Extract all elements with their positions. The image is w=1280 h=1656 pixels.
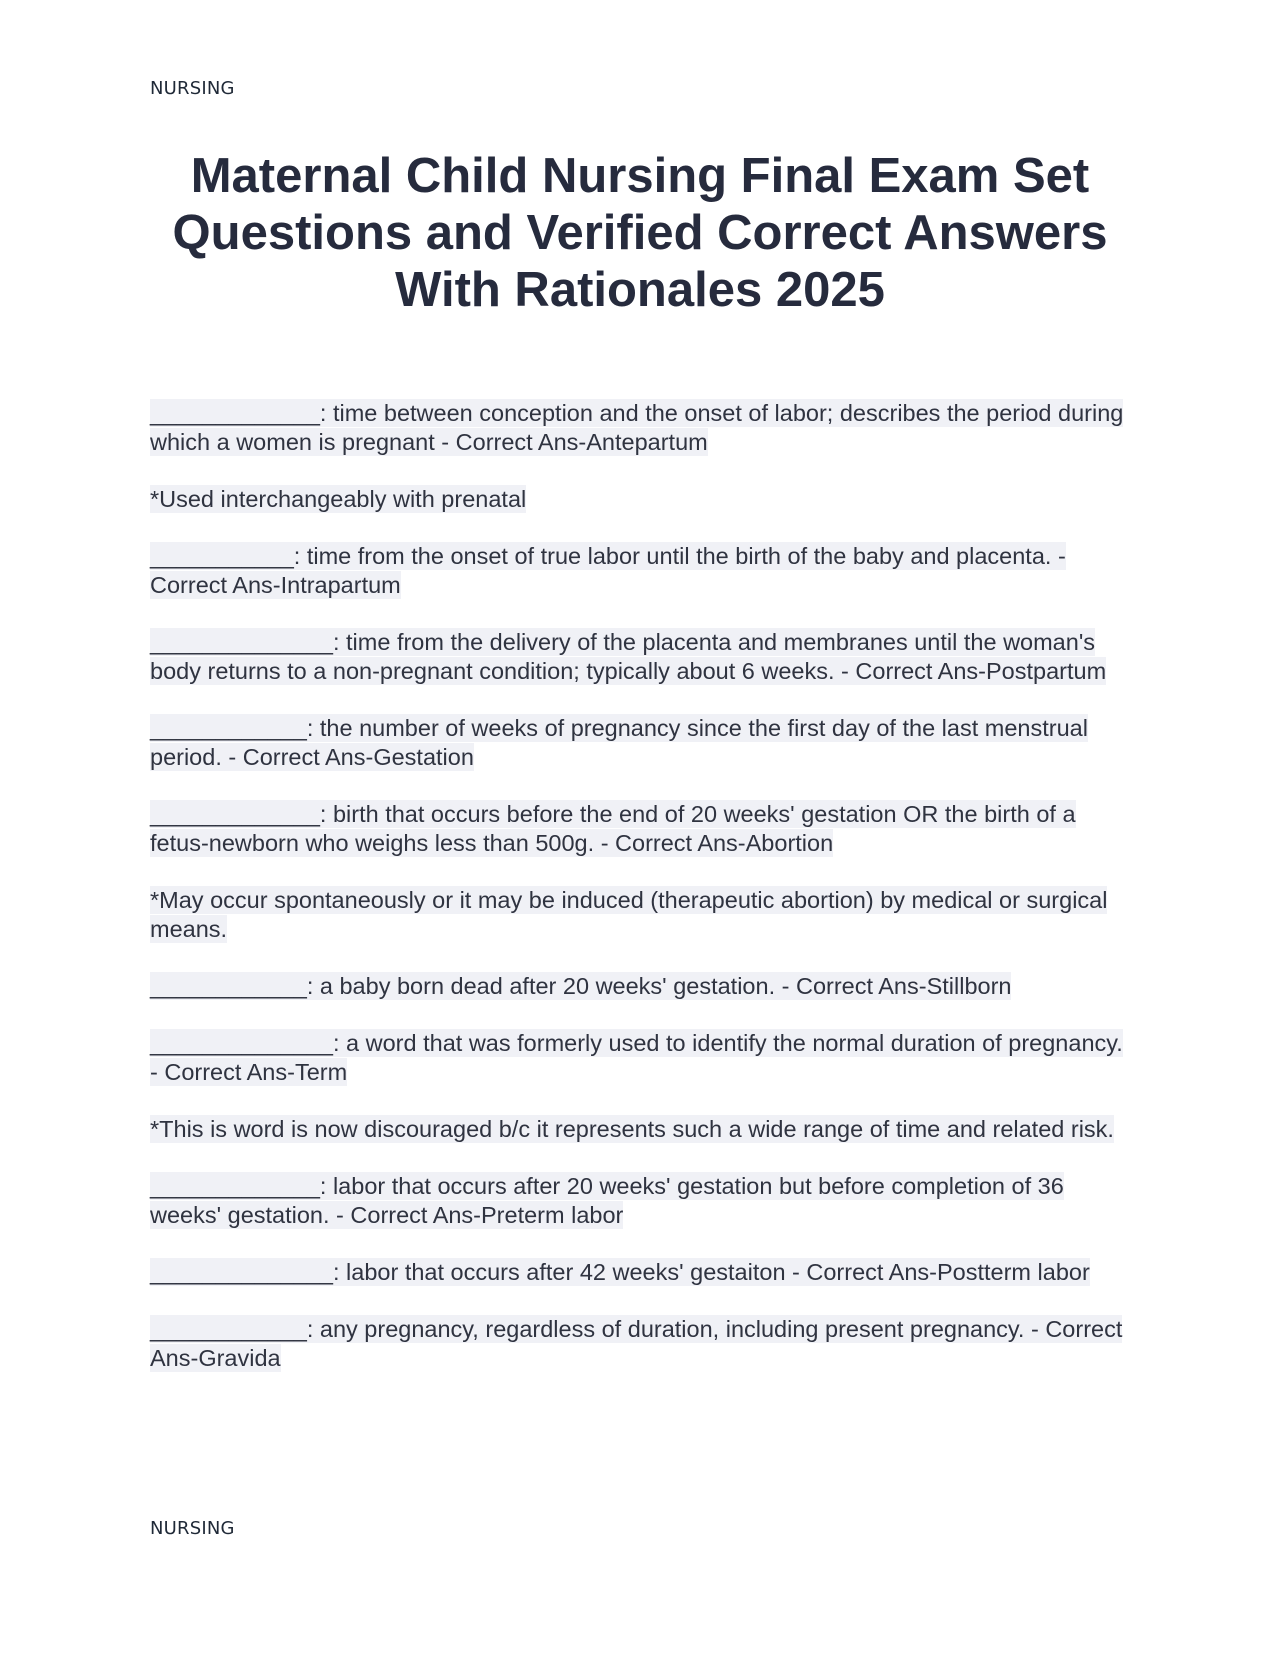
note-term [150,1115,1130,1144]
entry-abortion [150,800,1130,858]
entry-gravida [150,1315,1130,1373]
page-header: NURSING [150,78,235,99]
entry-antepartum [150,399,1130,457]
entry-intrapartum [150,542,1130,600]
entry-text: _____________: birth that occurs before the end of 20 weeks' gestation OR the birth of a fetus-newborn who weighs less than 500g. - Correct Ans-Abortion [150,801,1076,856]
entry-gestation [150,714,1130,772]
entry-term [150,1029,1130,1087]
entry-postterm-labor [150,1258,1130,1287]
entry-text: _____________: labor that occurs after 20 weeks' gestation but before completion of 36 weeks' gestation. - Correct Ans-Preterm labor [150,1173,1064,1228]
entry-text: ______________: time from the delivery of the placenta and membranes until the woman's body returns to a non-pregnant condition; typically about 6 weeks. - Correct Ans-Postpartum [150,629,1107,684]
entry-text: ____________: any pregnancy, regardless of duration, including present pregnancy. - Correct Ans-Gravida [150,1316,1123,1371]
entry-text: ______________: a word that was formerly used to identify the normal duration of pregnancy. - Correct Ans-Term [150,1030,1123,1085]
entry-text: ____________: a baby born dead after 20 weeks' gestation. - Correct Ans-Stillborn [150,973,1012,999]
note-abortion [150,886,1130,944]
entry-preterm-labor [150,1172,1130,1230]
entry-text: *This is word is now discouraged b/c it represents such a wide range of time and related risk. [150,1116,1114,1142]
note-prenatal [150,485,1130,514]
entry-text: ___________: time from the onset of true labor until the birth of the baby and placenta. - Correct Ans-Intrapartum [150,543,1066,598]
entry-text: *May occur spontaneously or it may be induced (therapeutic abortion) by medical or surgical means. [150,887,1108,942]
entry-stillborn [150,972,1130,1001]
document-body [150,399,1130,1401]
page-footer: NURSING [150,1518,235,1539]
entry-text: *Used interchangeably with prenatal [150,486,527,512]
entry-postpartum [150,628,1130,686]
entry-text: ____________: the number of weeks of pregnancy since the first day of the last menstrual period. - Correct Ans-Gestation [150,715,1088,770]
entry-text: _____________: time between conception and the onset of labor; describes the period during which a women is pregnant - Correct Ans-Antepartum [150,400,1124,455]
document-title: Maternal Child Nursing Final Exam Set Questions and Verified Correct Answers With Rationales 2025 [172,149,1108,317]
entry-text: ______________: labor that occurs after 42 weeks' gestaiton - Correct Ans-Postterm labor [150,1259,1090,1285]
